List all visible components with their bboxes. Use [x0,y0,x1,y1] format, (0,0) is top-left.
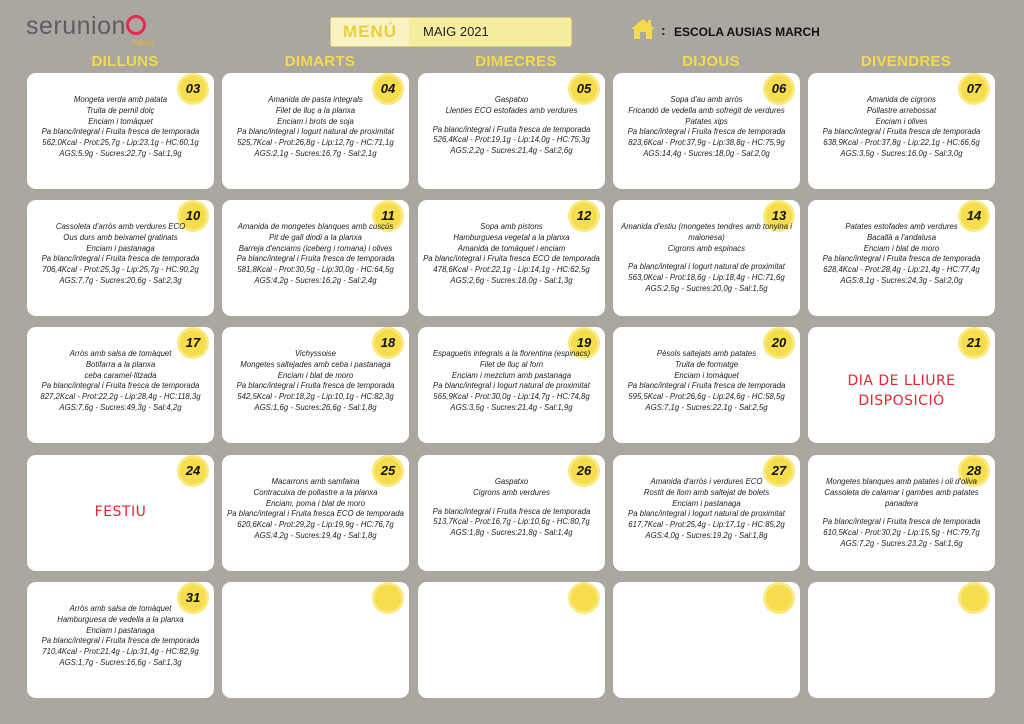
menu-items [226,349,405,414]
day-number-badge: 03 [180,76,206,102]
day-cell [808,200,995,316]
dish-line: Truita de formatge [674,359,739,369]
day-cell [418,582,605,698]
nutrition-line: 562,0Kcal - Prot:25,7g - Lip:23,1g - HC:60,1g [42,138,199,148]
day-number-badge: 24 [180,458,206,484]
day-number-badge: 19 [571,330,597,356]
dish-line: Enciam i pastanaga [672,498,741,508]
dish-line: Fricandó de vedella amb sofregit de verdures [628,105,785,115]
nutrition-line: AGS:2,2g - Sucres:21,4g - Sal:2,6g [450,146,573,156]
bread-dessert-line: Pa blanc/integral i Fruita fresca de temporada [822,517,981,527]
day-number-badge: 28 [961,458,987,484]
dish-line: Cigrons amb espinacs [667,243,746,253]
nutrition-line: 710,4Kcal - Prot:21,4g - Lip:31,4g - HC:82,9g [42,647,199,657]
day-number-badge: 27 [766,458,792,484]
day-cell [613,455,800,571]
dish-line: Vichyssoise [294,349,337,358]
day-number-badge: 12 [571,203,597,229]
dish-line: Filet de lluç al forn [479,359,544,369]
dish-line: Enciam i pastanaga [86,243,155,253]
nutrition-line: AGS:2,6g - Sucres:18,0g - Sal:1,3g [450,275,573,285]
dish-line: Patates xips [685,116,728,126]
day-number-badge: 14 [961,203,987,229]
bread-dessert-line: Pa blanc/integral i Fruita fresca de temporada [432,506,591,516]
day-number-badge: 20 [766,330,792,356]
day-number-badge [571,585,597,611]
dish-line: Sopa amb pistons [480,222,543,231]
nutrition-line: AGS:2,5g - Sucres:20,0g - Sal:1,5g [645,283,768,293]
day-number-badge: 26 [571,458,597,484]
day-number-badge: 18 [375,330,401,356]
special-day-note: DIA DE LLIURE DISPOSICIÓ [847,373,956,409]
weekday-dimecres: DIMECRES [475,53,557,70]
day-cell [222,455,409,571]
weekday-dijous: DIJOUS [682,53,740,70]
serunion-logo [26,8,176,48]
day-number-badge [375,585,401,611]
menu-items [812,477,991,550]
dish-line: Enciam, poma i blat de moro [265,498,366,508]
dish-line: Enciam i mezclum amb pastanaga [451,370,572,380]
dish-line: Botifarra a la planxa [85,359,156,369]
bread-dessert-line: Pa blanc/integral i Fruita fresca de temporada [41,636,200,646]
day-cell [613,327,800,443]
nutrition-line: 513,7Kcal - Prot:16,7g - Lip:10,6g - HC:80,7g [433,517,590,527]
bread-dessert-line: Pa blanc/integral i Fruita fresca de temporada [627,381,786,391]
bread-dessert-line: Pa blanc/integral i Fruita fresca de temporada [822,254,981,264]
dish-line [422,117,601,125]
day-cell [27,200,214,316]
nutrition-line: AGS:4,2g - Sucres:16,2g - Sal:2,4g [254,275,377,285]
dish-line: Mongeta verda amb patata [73,95,168,104]
dish-line: Enciam i olives [875,116,928,126]
nutrition-line: 563,0Kcal - Prot:18,6g - Lip:18,4g - HC:71,6g [628,273,785,283]
menu-items [226,477,405,542]
day-number-badge: 10 [180,203,206,229]
weekday-dilluns: DILLUNS [91,53,159,70]
nutrition-line: AGS:3,5g - Sucres:21,4g - Sal:1,9g [450,402,573,412]
menu-items [422,222,601,287]
header [0,0,1024,52]
dish-line: Cigrons amb verdures [473,487,550,497]
dish-line: Bacallà a l'andalusa [866,232,937,242]
bread-dessert-line: Pa blanc/integral i Fruita fresca de temporada [41,381,200,391]
day-number-badge [961,585,987,611]
bread-dessert-line: Pa blanc/integral i Fruita fresca de temporada [236,381,395,391]
nutrition-line: 526,4Kcal - Prot:19,1g - Lip:14,0g - HC:75,3g [433,135,590,145]
nutrition-line: AGS:4,2g - Sucres:19,4g - Sal:1,8g [254,530,377,540]
day-cell [418,455,605,571]
dish-line: Rostit de llom amb saltejat de bolets [643,487,770,497]
day-cell [222,73,409,189]
bread-dessert-line: Pa blanc/integral i Iogurt natural de proximitat [628,509,785,519]
dish-line: Gaspatxo [494,95,529,104]
logo-mark-icon [126,15,146,35]
day-cell [613,582,800,698]
bread-dessert-line: Pa blanc/integral i Fruita fresca ECO de temporada [227,509,404,519]
menu-items [617,477,796,542]
bread-dessert-line: Pa blanc/integral i Fruita fresca de temporada [41,254,200,264]
day-cell [613,200,800,316]
dish-line: Mongetes saltejades amb ceba i pastanaga [240,359,391,369]
day-cell [222,200,409,316]
nutrition-line: 478,6Kcal - Prot:22,1g - Lip:14,1g - HC:62,5g [433,265,590,275]
menu-items [422,95,601,157]
bread-dessert-line: Pa blanc/integral i Fruita fresca de temporada [41,127,200,137]
dish-line: Enciam i tomàquet [674,370,739,380]
day-cell [222,327,409,443]
dish-line: ceba caramel·litzada [84,370,157,380]
dish-line: Arròs amb salsa de tomàquet [69,349,172,358]
menu-items [31,604,210,669]
dish-line: Mongetes blanques amb patates i oli d'oliva [825,477,978,486]
dish-line: Pit de gall dindi a la planxa [269,232,362,242]
dish-line: Patates estofades amb verdures [845,222,958,231]
day-number-badge: 21 [961,330,987,356]
menu-title-box [330,17,572,47]
day-cell [27,327,214,443]
dish-line: Pollastre arrebossat [866,105,937,115]
weekday-divendres: DIVENDRES [860,53,952,70]
logo-tag: educa [132,38,154,47]
dish-line: Espaguetis integrals a la florentina (espinacs) [432,349,591,358]
dish-line: Enciam i brots de soja [277,116,354,126]
nutrition-line: 638,9Kcal - Prot:37,8g - Lip:22,1g - HC:66,6g [823,138,980,148]
day-cell [222,582,409,698]
dish-line: Gaspatxo [494,477,529,486]
menu-items [617,95,796,160]
dish-line [812,509,991,517]
nutrition-line: AGS:1,6g - Sucres:26,6g - Sal:1,8g [254,402,377,412]
bread-dessert-line: Pa blanc/integral i Iogurt natural de proximitat [433,381,590,391]
menu-label: MENÚ [331,18,409,46]
day-cell [808,73,995,189]
nutrition-line: AGS:7,6g - Sucres:49,3g - Sal:4,2g [59,402,182,412]
nutrition-line: 823,6Kcal - Prot:37,9g - Lip:38,8g - HC:75,9g [628,138,785,148]
day-number-badge: 07 [961,76,987,102]
dish-line: Enciam i pastanaga [86,625,155,635]
nutrition-line: AGS:4,0g - Sucres:19,2g - Sal:1,8g [645,530,768,540]
dish-line: Ous durs amb beixamel gratinats [63,232,178,242]
logo-text: serunion [26,12,126,40]
menu-items [226,222,405,287]
day-number-badge: 17 [180,330,206,356]
day-cell [418,200,605,316]
bread-dessert-line: Pa blanc/integral i Iogurt natural de proximitat [237,127,394,137]
dish-line: Truita de pernil dolç [86,105,155,115]
nutrition-line: AGS:1,8g - Sucres:21,8g - Sal:1,4g [450,528,573,538]
day-number-badge: 31 [180,585,206,611]
dish-line [422,499,601,507]
nutrition-line: AGS:14,4g - Sucres:18,0g - Sal:2,0g [643,148,770,158]
dish-line [617,254,796,262]
day-cell [27,455,214,571]
bread-dessert-line: Pa blanc/integral i Fruita fresca de temporada [822,127,981,137]
dish-line: Llenties ECO estofades amb verdures [445,105,578,115]
bread-dessert-line: Pa blanc/integral i Fruita fresca de temporada [236,254,395,264]
day-number-badge: 04 [375,76,401,102]
menu-items [617,349,796,414]
day-cell [418,73,605,189]
nutrition-line: AGS:7,2g - Sucres:23,2g - Sal:1,6g [840,538,963,548]
weekday-dimarts: DIMARTS [284,53,356,70]
menu-month: MAIG 2021 [423,24,489,39]
nutrition-line: AGS:7,7g - Sucres:20,6g - Sal:2,3g [59,275,182,285]
day-cell [27,582,214,698]
dish-line: Enciam i tomàquet [88,116,153,126]
bread-dessert-line: Pa blanc/integral i Fruita fresca ECO de temporada [423,254,600,264]
dish-line: Contracuixa de pollastre a la planxa [253,487,378,497]
nutrition-line: 706,4Kcal - Prot:25,3g - Lip:25,7g - HC:90,2g [42,265,199,275]
school-colon: : [661,22,666,38]
school-name: ESCOLA AUSIAS MARCH [674,25,820,39]
nutrition-line: 565,9Kcal - Prot:30,0g - Lip:14,7g - HC:74,8g [433,392,590,402]
day-cell [808,582,995,698]
menu-items [226,95,405,160]
nutrition-line: 617,7Kcal - Prot:25,4g - Lip:17,1g - HC:85,2g [628,520,785,530]
nutrition-line: 628,4Kcal - Prot:28,4g - Lip:21,4g - HC:77,4g [823,265,980,275]
nutrition-line: AGS:8,1g - Sucres:24,3g - Sal:2,0g [840,275,963,285]
dish-line: Amanida d'arròs i verdures ECO [650,477,763,486]
dish-line: Sopa d'au amb arròs [670,95,743,104]
day-number-badge [766,585,792,611]
dish-line: Pèsols saltejats amb patates [656,349,757,358]
menu-items [812,95,991,160]
dish-line: Cassoleta de calamar i gambes amb patates panadera [824,487,979,508]
nutrition-line: AGS:1,7g - Sucres:16,6g - Sal:1,3g [59,657,182,667]
nutrition-line: 542,5Kcal - Prot:18,2g - Lip:10,1g - HC:82,3g [237,392,394,402]
nutrition-line: 525,7Kcal - Prot:26,8g - Lip:12,7g - HC:71,1g [237,138,394,148]
nutrition-line: 610,5Kcal - Prot:30,2g - Lip:15,5g - HC:79,7g [823,528,980,538]
dish-line: Cassoleta d'arròs amb verdures ECO [55,222,186,231]
dish-line: Amanida de mongetes blanques amb cuscús [237,222,394,231]
dish-line: Barreja d'enciams (iceberg i romana) i olives [238,243,393,253]
nutrition-line: AGS:7,1g - Sucres:22,1g - Sal:2,5g [645,402,768,412]
day-cell [613,73,800,189]
bread-dessert-line: Pa blanc/integral i Fruita fresca de temporada [627,127,786,137]
menu-items [31,95,210,160]
dish-line: Hamburguesa vegetal a la planxa [453,232,570,242]
bread-dessert-line: Pa blanc/integral i Fruita fresca de temporada [432,124,591,134]
dish-line: Hamburguesa de vedella a la planxa [57,614,184,624]
special-day-note: FESTIU [94,504,147,520]
nutrition-line: AGS:5,9g - Sucres:22,7g - Sal:1,9g [59,148,182,158]
dish-line: Amanida de cigrons [867,95,936,104]
nutrition-line: 581,8Kcal - Prot:30,5g - Lip:30,0g - HC:64,5g [237,265,394,275]
day-cell [27,73,214,189]
nutrition-line: 620,6Kcal - Prot:29,2g - Lip:19,9g - HC:76,7g [237,520,394,530]
day-number-badge: 13 [766,203,792,229]
dish-line: Amanida de pasta integrals [268,95,363,104]
dish-line: Macarrons amb samfaina [271,477,360,486]
nutrition-line: 827,2Kcal - Prot:22,2g - Lip:28,4g - HC:118,3g [40,392,201,402]
dish-line: Amanida d'estiu (mongetes tendres amb tonyina i maionesa) [621,222,792,242]
dish-line: Amanida de tomàquet i enciam [457,243,566,253]
day-number-badge: 25 [375,458,401,484]
dish-line: Enciam i blat de moro [863,243,940,253]
menu-items [422,477,601,539]
nutrition-line: 595,5Kcal - Prot:26,6g - Lip:24,6g - HC:58,5g [628,392,785,402]
day-number-badge: 06 [766,76,792,102]
dish-line: Enciam i blat de moro [277,370,354,380]
dish-line: Arròs amb salsa de tomàquet [69,604,172,613]
menu-items [422,349,601,414]
day-number-badge: 11 [375,203,401,229]
menu-items [31,222,210,287]
day-cell [418,327,605,443]
nutrition-line: AGS:3,5g - Sucres:16,0g - Sal:3,0g [840,148,963,158]
dish-line: Filet de lluç a la planxa [275,105,356,115]
home-icon [630,18,656,40]
menu-items [617,222,796,295]
menu-items [31,349,210,414]
day-cell [808,455,995,571]
bread-dessert-line: Pa blanc/integral i Iogurt natural de proximitat [628,262,785,272]
menu-items [812,222,991,287]
nutrition-line: AGS:2,1g - Sucres:16,7g - Sal:2,1g [254,148,377,158]
day-number-badge: 05 [571,76,597,102]
day-cell [808,327,995,443]
